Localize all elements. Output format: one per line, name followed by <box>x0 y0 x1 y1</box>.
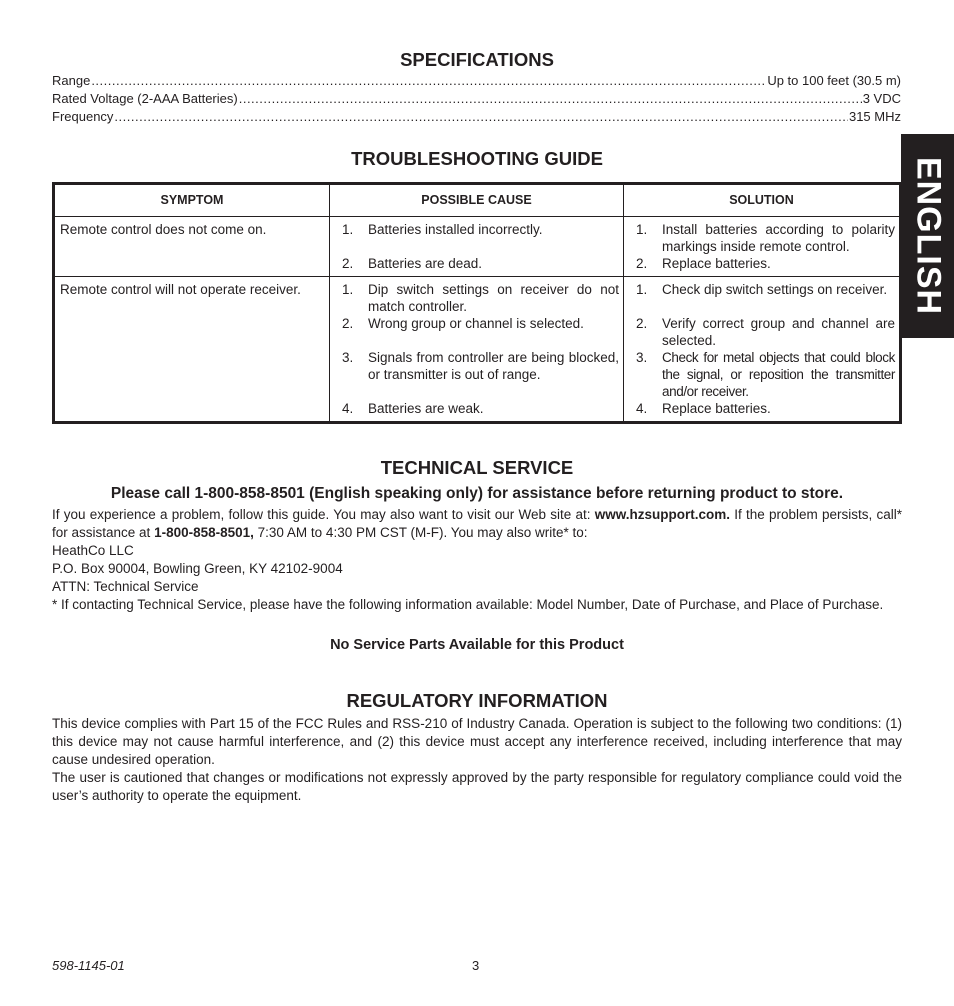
spec-value: Up to 100 feet (30.5 m) <box>767 73 901 88</box>
list-item: 1. Check dip switch settings on receiver. <box>636 282 888 297</box>
regulatory-heading: REGULATORY INFORMATION <box>346 690 608 711</box>
symptom-cell: Remote control will not operate receiver. <box>60 282 301 297</box>
leader-dots <box>114 108 848 125</box>
list-item: 1. Install batteries according to polarity markings inside remote control. <box>636 222 895 254</box>
service-note: * If contacting Technical Service, please have the following information available: Model Number, Date of Purchase, and Place of Purchase. <box>52 597 884 612</box>
troubleshooting-heading: TROUBLESHOOTING GUIDE <box>351 148 603 169</box>
leader-dots <box>91 72 766 89</box>
solution-list <box>624 217 899 276</box>
specifications-heading: SPECIFICATIONS <box>400 49 554 70</box>
list-item: 3. Signals from controller are being blocked, or transmitter is out of range. <box>341 350 619 382</box>
spec-value: 315 MHz <box>848 109 901 124</box>
spec-label: Rated Voltage (2-AAA Batteries) <box>52 91 238 106</box>
language-tab <box>901 134 954 338</box>
spec-value: 3 VDC <box>862 91 901 106</box>
address-line: ATTN: Technical Service <box>52 579 199 594</box>
list-item: 4. Batteries are weak. <box>341 401 484 416</box>
cause-list <box>330 277 623 421</box>
spec-row-range <box>52 72 901 89</box>
table-header-row <box>54 184 901 217</box>
list-item: 4. Replace batteries. <box>636 401 771 416</box>
spec-label: Range <box>52 73 91 88</box>
list-item: 2. Verify correct group and channel are selected. <box>636 316 895 348</box>
list-item: 2. Wrong group or channel is selected. <box>341 316 584 331</box>
address-line: HeathCo LLC <box>52 543 134 558</box>
column-header-solution: SOLUTION <box>624 184 901 217</box>
spec-row-voltage <box>52 90 901 107</box>
list-item: 1. Dip switch settings on receiver do not match controller. <box>341 282 619 314</box>
leader-dots <box>239 90 862 107</box>
language-tab-label: ENGLISH <box>909 156 947 316</box>
list-item: 1. Batteries installed incorrectly. <box>341 222 543 237</box>
call-line: Please call 1-800-858-8501 (English speaking only) for assistance before returning product to store. <box>110 485 844 502</box>
address-line: P.O. Box 90004, Bowling Green, KY 42102-9004 <box>52 561 343 576</box>
symptom-cell: Remote control does not come on. <box>60 222 267 237</box>
spec-label: Frequency <box>52 109 114 124</box>
page-number: 3 <box>472 958 480 973</box>
cause-list <box>330 217 623 276</box>
no-parts-notice: No Service Parts Available for this Product <box>330 637 624 653</box>
solution-list <box>624 277 899 421</box>
column-header-cause: POSSIBLE CAUSE <box>329 184 623 217</box>
list-item: 3. Check for metal objects that could block the signal, or reposition the transmitter and/or receiver. <box>636 350 895 399</box>
website-link[interactable]: www.hzsupport.com. <box>594 507 730 522</box>
service-intro: If you experience a problem, follow this guide. You may also want to visit our Web site at: www.hzsupport.com. If the problem persists, call* for assistance at 1-800-858-8501, 7:30 AM to 4:30 PM CST (M-F). You may also write* to: <box>52 507 902 540</box>
table-row <box>54 217 901 277</box>
mailing-address <box>52 542 902 596</box>
phone-number: 1-800-858-8501, <box>154 525 254 540</box>
troubleshooting-table <box>52 182 902 424</box>
regulatory-paragraph: This device complies with Part 15 of the FCC Rules and RSS-210 of Industry Canada. Operation is subject to the following two conditions: (1) this device may not cause harmful interference, and (2) this device must accept any interference received, including interference that may cause undesired operation. <box>52 716 902 767</box>
document-number: 598-1145-01 <box>52 958 125 973</box>
table-row <box>54 277 901 423</box>
spec-row-frequency <box>52 108 901 125</box>
technical-service-heading: TECHNICAL SERVICE <box>380 457 574 478</box>
list-item: 2. Replace batteries. <box>636 256 771 271</box>
list-item: 2. Batteries are dead. <box>341 256 483 271</box>
regulatory-paragraph: The user is cautioned that changes or modifications not expressly approved by the party responsible for regulatory compliance could void the user’s authority to operate the equipment. <box>52 770 902 803</box>
column-header-symptom: SYMPTOM <box>54 184 330 217</box>
